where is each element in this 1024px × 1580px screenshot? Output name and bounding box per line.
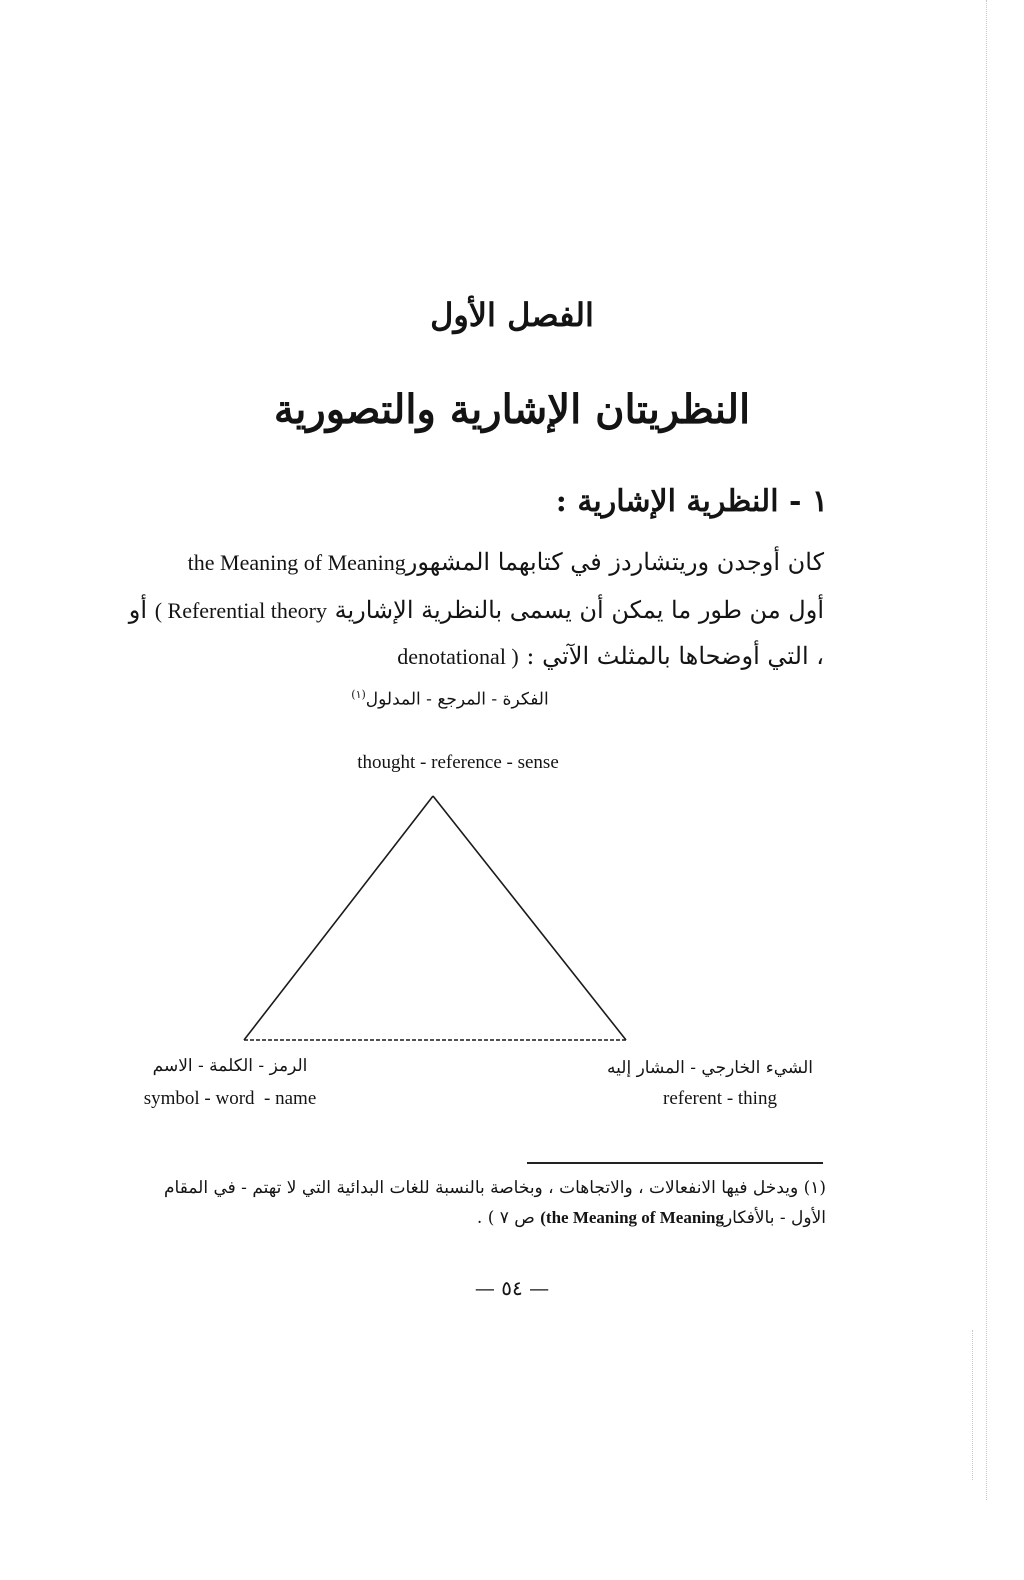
footnote-line-1: (١) ويدخل فيها الانفعالات ، والاتجاهات ، وبخاصة بالنسبة للغات البدائية التي لا تهتم - في المقام: [164, 1178, 826, 1198]
footnote-page-ref: ص ٧ ) .: [476, 1208, 535, 1228]
footnote-reference: (١): [351, 688, 366, 701]
triangle-top-label-english: thought - reference - sense: [357, 752, 559, 773]
triangle-left-label-arabic: الرمز - الكلمة - الاسم: [152, 1056, 308, 1076]
book-title-english: the Meaning of Meaning: [187, 550, 406, 575]
paragraph-text: ، التي أوضحاها بالمثلث الآتي :: [526, 642, 824, 670]
footnote-line-2: [86, 1204, 826, 1232]
triangle-right-label-arabic: الشيء الخارجي - المشار إليه: [607, 1058, 813, 1078]
paragraph-text: أول من طور ما يمكن أن يسمى بالنظرية الإشارية: [334, 596, 824, 624]
chapter-title: الفصل الأول: [430, 296, 594, 334]
footnote-text: الأول - بالأفكار: [723, 1208, 826, 1228]
term-english: ( Referential theory: [154, 598, 327, 623]
footnote-book-title: (the Meaning of Meaning: [540, 1208, 724, 1227]
triangle-left-label-english: symbol - word - name: [143, 1088, 317, 1109]
triangle-right-label-english: referent - thing: [663, 1088, 777, 1109]
paragraph-text: أو: [128, 596, 148, 624]
page-number: — ٥٤ —: [474, 1276, 550, 1300]
triangle-right-edge: [433, 796, 626, 1040]
section-title: النظريتان الإشارية والتصورية: [273, 386, 751, 433]
paragraph-text: كان أوجدن وريتشاردز في كتابهما المشهور: [405, 548, 824, 576]
label-text: الفكرة - المرجع - المدلول: [365, 689, 549, 710]
footnote-separator: [527, 1162, 823, 1164]
triangle-left-edge: [244, 796, 433, 1040]
term-english: denotational ): [397, 644, 519, 669]
subsection-heading: ١ - النظرية الإشارية :: [555, 484, 828, 519]
